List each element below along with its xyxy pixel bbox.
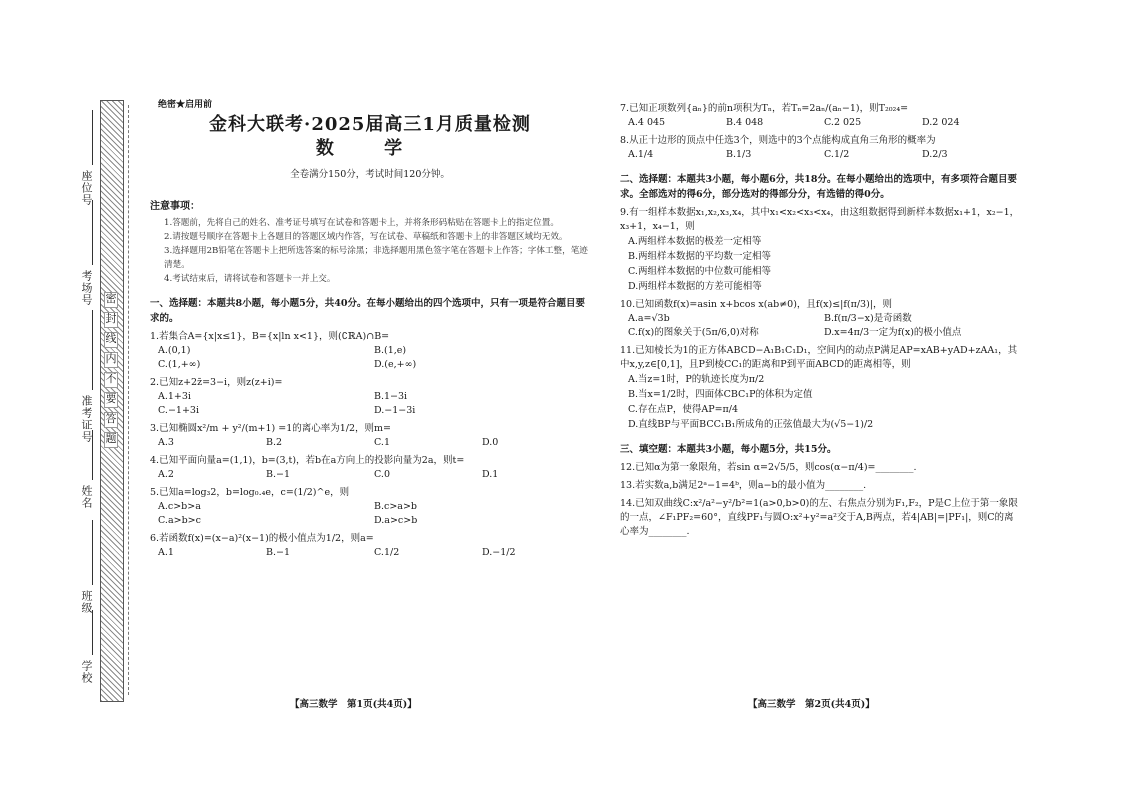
page-one-footer: 【高三数学 第1页(共4页)】 <box>290 699 417 710</box>
question-4 <box>150 454 590 482</box>
cut-line <box>128 105 129 695</box>
option-d: D.两组样本数据的方差可能相等 <box>628 281 762 292</box>
option-d: D.2/3 <box>922 149 948 160</box>
option-c: C.2 025 <box>824 117 862 128</box>
question-13: 13.若实数a,b满足2ᵃ−1=4ᵇ，则a−b的最小值为________. <box>620 480 867 491</box>
question-stem: 6.若函数f(x)=(x−a)²(x−1)的极小值点为1/2，则a= <box>150 533 374 544</box>
option-b: B.f(π/3−x)是奇函数 <box>824 313 912 324</box>
question-stem: 4.已知平面向量a=(1,1)，b=(3,t)，若b在a方向上的投影向量为2a，则t= <box>150 455 465 466</box>
option-a: A.(0,1) <box>158 345 191 356</box>
section-three-heading: 三、填空题：本题共3小题，每小题5分，共15分。 <box>620 444 837 455</box>
option-d: D.(e,+∞) <box>374 359 417 370</box>
option-a: A.2 <box>158 469 174 480</box>
option-a: A.4 045 <box>628 117 666 128</box>
option-d: D.2 024 <box>922 117 960 128</box>
exam-title: 金科大联考·2025届高三1月质量检测 <box>209 114 531 135</box>
option-c: C.(1,+∞) <box>158 359 201 370</box>
option-d: D.1 <box>482 469 499 480</box>
exam-room-label: 考场号 <box>80 270 93 306</box>
ticket-label: 准考证号 <box>80 395 93 443</box>
question-6 <box>150 532 590 560</box>
seal-char: 线 <box>104 332 118 348</box>
option-c: C.两组样本数据的中位数可能相等 <box>628 266 771 277</box>
option-a: A.当z=1时，P的轨迹长度为π/2 <box>628 374 765 385</box>
seal-char: 答 <box>104 412 118 428</box>
school-field[interactable] <box>92 610 93 655</box>
option-b: B.两组样本数据的平均数一定相等 <box>628 251 772 262</box>
name-field[interactable] <box>92 430 93 480</box>
class-label: 班级 <box>80 590 93 614</box>
exam-room-field[interactable] <box>92 200 93 265</box>
page-two-footer: 【高三数学 第2页(共4页)】 <box>748 699 875 710</box>
option-d: D.直线BP与平面BCC₁B₁所成角的正弦值最大为(√5−1)/2 <box>628 419 874 430</box>
question-stem: 8.从正十边形的顶点中任选3个，则选中的3个点能构成直角三角形的概率为 <box>620 135 936 146</box>
option-a: A.1+3i <box>158 391 191 402</box>
option-c: C.1/2 <box>824 149 850 160</box>
question-stem: 1.若集合A={x|x≤1}，B={x|ln x<1}，则(∁ℝA)∩B= <box>150 331 390 342</box>
notice-item: 2.请按题号顺序在答题卡上各题目的答题区域内作答，写在试卷、草稿纸和答题卡上的非答题区域均无效。 <box>164 232 568 242</box>
seal-char: 题 <box>104 432 118 448</box>
question-stem: 10.已知函数f(x)=asin x+bcos x(ab≠0)，且f(x)≤|f(π/3)|，则 <box>620 299 892 310</box>
notice-item: 3.选择题用2B铅笔在答题卡上把所选答案的标号涂黑；非选择题用黑色签字笔在答题卡上作答；字体工整，笔迹清楚。 <box>164 246 588 270</box>
option-b: B.−1 <box>266 469 291 480</box>
option-b: B.4 048 <box>726 117 764 128</box>
section-one-heading: 一、选择题：本题共8小题，每小题5分，共40分。在每小题给出的四个选项中，只有一项是符合题目要求的。 <box>150 298 585 324</box>
option-c: C.0 <box>374 469 390 480</box>
notice-item: 1.答题前，先将自己的姓名、准考证号填写在试卷和答题卡上，并将条形码粘贴在答题卡上的指定位置。 <box>164 218 559 228</box>
name-label: 姓名 <box>80 485 93 509</box>
page-one <box>150 98 590 560</box>
option-a: A.1/4 <box>628 149 654 160</box>
seal-char: 密 <box>104 292 118 308</box>
option-b: B.当x=1/2时，四面体CBC₁P的体积为定值 <box>628 389 813 400</box>
question-stem: 3.已知椭圆x²/m + y²/(m+1) =1的离心率为1/2，则m= <box>150 423 392 434</box>
option-d: D.0 <box>482 437 499 448</box>
question-12: 12.已知α为第一象限角，若sin α=2√5/5，则cos(α−π/4)=________. <box>620 462 917 473</box>
option-c: C.a>b>c <box>158 515 201 526</box>
option-a: A.3 <box>158 437 174 448</box>
question-stem: 7.已知正项数列{aₙ}的前n项积为Tₙ，若Tₙ=2aₙ/(aₙ−1)，则T₂₀₂₄= <box>620 103 909 114</box>
option-c: C.−1+3i <box>158 405 199 416</box>
option-b: B.1−3i <box>374 391 408 402</box>
seal-char: 内 <box>104 352 118 368</box>
subject-title: 数 学 <box>315 138 425 159</box>
notice-heading: 注意事项： <box>150 201 200 212</box>
score-line: 全卷满分150分，考试时间120分钟。 <box>290 169 450 180</box>
question-8 <box>620 134 1020 162</box>
option-b: B.−1 <box>266 547 291 558</box>
question-5 <box>150 486 590 528</box>
option-c: C.1 <box>374 437 390 448</box>
class-field[interactable] <box>92 520 93 585</box>
question-3 <box>150 422 590 450</box>
question-stem: 2.已知z+2z̄=3−i，则z(z+i)= <box>150 377 283 388</box>
option-a: A.两组样本数据的极差一定相等 <box>628 236 762 247</box>
seat-label: 座位号 <box>80 170 93 206</box>
option-b: B.(1,e) <box>374 345 407 356</box>
question-7 <box>620 102 1020 130</box>
notice-item: 4.考试结束后，请将试卷和答题卡一并上交。 <box>164 274 336 284</box>
question-1 <box>150 330 590 372</box>
option-d: D.a>c>b <box>374 515 418 526</box>
seal-char: 要 <box>104 392 118 408</box>
option-b: B.1/3 <box>726 149 752 160</box>
school-label: 学校 <box>80 660 93 684</box>
seat-field[interactable] <box>92 110 93 165</box>
question-2 <box>150 376 590 418</box>
question-stem: 9.有一组样本数据x₁,x₂,x₃,x₄，其中x₁<x₂<x₃<x₄，由这组数据得到新样本数据x₁+1，x₂−1，x₃+1，x₄−1，则 <box>620 207 1020 232</box>
question-11 <box>620 344 1020 432</box>
question-14: 14.已知双曲线C:x²/a²−y²/b²=1(a>0,b>0)的左、右焦点分别为F₁,F₂，P是C上位于第一象限的一点，∠F₁PF₂=60°，直线PF₁与圆O:x²+y²=a²交于A,B两点，若4|AB|=|PF₁|，则C的离心率为________. <box>620 498 1018 537</box>
secret-mark: 绝密★启用前 <box>158 100 213 110</box>
option-a: A.a=√3b <box>628 313 670 324</box>
section-two-heading: 二、选择题：本题共3小题，每小题6分，共18分。在每小题给出的选项中，有多项符合题目要求。全部选对的得6分，部分选对的得部分分，有选错的得0分。 <box>620 174 1017 200</box>
option-a: A.1 <box>158 547 174 558</box>
seal-char: 不 <box>104 372 118 388</box>
seal-char: 封 <box>104 312 118 328</box>
option-d: D.x=4π/3一定为f(x)的极小值点 <box>824 327 962 338</box>
option-a: A.c>b>a <box>158 501 201 512</box>
option-c: C.1/2 <box>374 547 400 558</box>
seal-text <box>104 290 118 450</box>
option-b: B.2 <box>266 437 283 448</box>
option-d: D.−1/2 <box>482 547 516 558</box>
option-b: B.c>a>b <box>374 501 417 512</box>
question-9 <box>620 206 1020 294</box>
option-c: C.f(x)的图象关于(5π/6,0)对称 <box>628 327 759 338</box>
option-c: C.存在点P，使得AP=π/4 <box>628 404 739 415</box>
ticket-field[interactable] <box>92 310 93 390</box>
page-two <box>620 98 1020 539</box>
question-10 <box>620 298 1020 340</box>
question-stem: 5.已知a=log₃2，b=log₀.₄e，c=(1/2)^e，则 <box>150 487 350 498</box>
question-stem: 11.已知棱长为1的正方体ABCD−A₁B₁C₁D₁，空间内的动点P满足AP=xAB+yAD+zAA₁，其中x,y,z∈[0,1]，且P到棱CC₁的距离和P到平面ABCD的距离相等，则 <box>620 345 1018 370</box>
option-d: D.−1−3i <box>374 405 416 416</box>
